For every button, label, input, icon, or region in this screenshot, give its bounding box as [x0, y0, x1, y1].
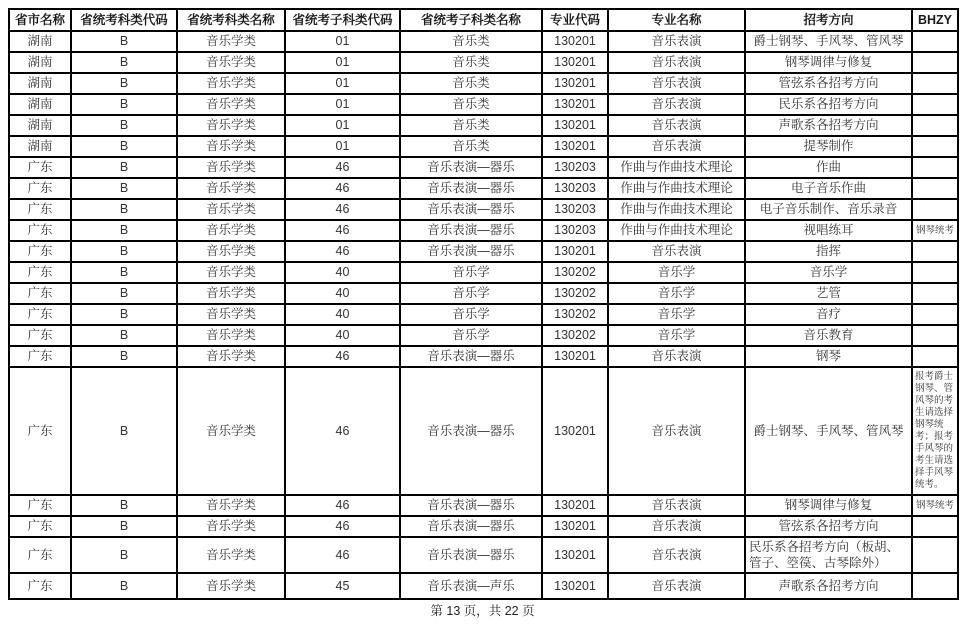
table-cell: 广东	[9, 241, 71, 262]
table-cell: 音乐学类	[177, 31, 285, 52]
table-cell: 作曲与作曲技术理论	[608, 178, 745, 199]
table-cell: 钢琴统考	[912, 220, 958, 241]
table-cell: 音乐表演	[608, 115, 745, 136]
table-cell: 130201	[542, 346, 608, 367]
table-cell	[912, 573, 958, 599]
table-cell: 40	[285, 325, 400, 346]
table-cell: 湖南	[9, 94, 71, 115]
table-cell: B	[71, 367, 177, 495]
table-row	[9, 537, 958, 573]
table-row	[9, 516, 958, 537]
table-cell: 音乐学	[400, 325, 542, 346]
table-cell: 130202	[542, 262, 608, 283]
table-cell: 音乐学类	[177, 94, 285, 115]
table-cell: 01	[285, 136, 400, 157]
table-cell	[912, 136, 958, 157]
table-cell: 管弦系各招考方向	[745, 73, 912, 94]
table-cell: 音乐类	[400, 115, 542, 136]
table-cell: 01	[285, 115, 400, 136]
table-cell: 音乐学类	[177, 73, 285, 94]
table-cell: 作曲	[745, 157, 912, 178]
table-cell	[912, 325, 958, 346]
table-cell	[912, 52, 958, 73]
table-cell: 130201	[542, 516, 608, 537]
table-cell: 130203	[542, 199, 608, 220]
table-cell: 音乐类	[400, 31, 542, 52]
table-cell: 音乐学类	[177, 241, 285, 262]
table-cell: 46	[285, 220, 400, 241]
table-cell: 音乐表演	[608, 367, 745, 495]
table-cell: 130201	[542, 31, 608, 52]
table-cell: B	[71, 94, 177, 115]
table-cell: B	[71, 52, 177, 73]
table-cell: 音乐学类	[177, 516, 285, 537]
table-cell: 电子音乐制作、音乐录音	[745, 199, 912, 220]
table-cell: 音乐教育	[745, 325, 912, 346]
table-cell: B	[71, 31, 177, 52]
table-cell	[912, 157, 958, 178]
table-cell: B	[71, 178, 177, 199]
table-cell: 音乐学	[400, 262, 542, 283]
table-cell: 广东	[9, 516, 71, 537]
table-cell: B	[71, 73, 177, 94]
table-cell: 音乐学类	[177, 367, 285, 495]
table-cell: B	[71, 199, 177, 220]
table-cell: 广东	[9, 537, 71, 573]
table-row	[9, 325, 958, 346]
table-cell: 130202	[542, 304, 608, 325]
table-cell: 音乐表演	[608, 94, 745, 115]
table-cell: 音乐学类	[177, 283, 285, 304]
table-row	[9, 73, 958, 94]
table-cell: B	[71, 304, 177, 325]
table-cell	[912, 73, 958, 94]
table-cell: 民乐系各招考方向	[745, 94, 912, 115]
table-cell: B	[71, 346, 177, 367]
table-cell	[912, 31, 958, 52]
table-cell: 广东	[9, 157, 71, 178]
table-cell: B	[71, 537, 177, 573]
table-cell: 130201	[542, 495, 608, 516]
table-row	[9, 199, 958, 220]
table-cell: 音乐类	[400, 52, 542, 73]
table-row	[9, 94, 958, 115]
table-cell: 音乐表演	[608, 31, 745, 52]
table-row	[9, 115, 958, 136]
table-cell: 作曲与作曲技术理论	[608, 220, 745, 241]
table-cell: 音乐学	[608, 283, 745, 304]
table-cell: 作曲与作曲技术理论	[608, 157, 745, 178]
table-cell: 湖南	[9, 73, 71, 94]
table-cell: 45	[285, 573, 400, 599]
table-cell: 音乐学	[745, 262, 912, 283]
table-cell: 音疗	[745, 304, 912, 325]
table-cell: 音乐学类	[177, 495, 285, 516]
table-cell: 电子音乐作曲	[745, 178, 912, 199]
table-cell: 01	[285, 52, 400, 73]
page-number-footer: 第 13 页，共 22 页	[430, 604, 535, 618]
table-cell: 音乐学类	[177, 199, 285, 220]
table-cell: 湖南	[9, 52, 71, 73]
table-cell	[912, 94, 958, 115]
table-cell: 广东	[9, 283, 71, 304]
table-cell: B	[71, 325, 177, 346]
table-cell: 音乐学类	[177, 325, 285, 346]
table-cell: 爵士钢琴、手风琴、管风琴	[745, 31, 912, 52]
table-cell: 音乐学类	[177, 157, 285, 178]
table-cell: B	[71, 283, 177, 304]
table-cell: 钢琴统考	[912, 495, 958, 516]
table-cell: 130201	[542, 367, 608, 495]
table-cell: B	[71, 115, 177, 136]
table-row	[9, 304, 958, 325]
table-cell: 音乐学	[608, 304, 745, 325]
table-cell: 46	[285, 199, 400, 220]
table-cell: 爵士钢琴、手风琴、管风琴	[745, 367, 912, 495]
header-cell: BHZY	[912, 9, 958, 31]
table-cell: 音乐表演—器乐	[400, 495, 542, 516]
table-cell: 46	[285, 367, 400, 495]
table-cell: 音乐表演	[608, 52, 745, 73]
table-cell: B	[71, 157, 177, 178]
table-cell	[912, 178, 958, 199]
header-cell: 专业代码	[542, 9, 608, 31]
table-cell: 46	[285, 346, 400, 367]
table-cell: 音乐学类	[177, 115, 285, 136]
table-cell: 130202	[542, 283, 608, 304]
table-cell: 130201	[542, 94, 608, 115]
table-row	[9, 220, 958, 241]
table-cell: 音乐学类	[177, 304, 285, 325]
table-cell	[912, 241, 958, 262]
table-cell	[912, 262, 958, 283]
table-cell: 广东	[9, 262, 71, 283]
table-row	[9, 52, 958, 73]
table-cell: 音乐表演—器乐	[400, 516, 542, 537]
table-cell: 40	[285, 304, 400, 325]
table-cell: 01	[285, 94, 400, 115]
table-cell: 广东	[9, 367, 71, 495]
table-cell: 40	[285, 283, 400, 304]
table-cell	[912, 304, 958, 325]
table-cell: 音乐类	[400, 73, 542, 94]
header-cell: 省统考科类代码	[71, 9, 177, 31]
table-cell: 130201	[542, 136, 608, 157]
table-cell: 管弦系各招考方向	[745, 516, 912, 537]
table-body	[9, 31, 958, 599]
header-row	[9, 9, 958, 31]
table-cell: 广东	[9, 220, 71, 241]
table-cell: 作曲与作曲技术理论	[608, 199, 745, 220]
table-cell: 130201	[542, 241, 608, 262]
table-cell: 46	[285, 516, 400, 537]
table-cell: 音乐类	[400, 136, 542, 157]
table-row	[9, 346, 958, 367]
table-cell: 广东	[9, 346, 71, 367]
table-cell: 音乐表演	[608, 573, 745, 599]
table-cell: 钢琴调律与修复	[745, 52, 912, 73]
table-cell: 130201	[542, 52, 608, 73]
table-cell: B	[71, 136, 177, 157]
table-cell: 音乐类	[400, 94, 542, 115]
table-row	[9, 241, 958, 262]
table-cell: 130203	[542, 157, 608, 178]
table-cell: 艺管	[745, 283, 912, 304]
table-cell: 广东	[9, 495, 71, 516]
table-cell: 46	[285, 537, 400, 573]
table-cell	[912, 516, 958, 537]
table-cell: 音乐表演—器乐	[400, 367, 542, 495]
table-cell: 声歌系各招考方向	[745, 115, 912, 136]
table-cell: B	[71, 241, 177, 262]
table-cell: 音乐表演—声乐	[400, 573, 542, 599]
table-cell: 130201	[542, 115, 608, 136]
table-cell	[912, 346, 958, 367]
table-cell: 音乐学类	[177, 52, 285, 73]
table-cell: 音乐学	[608, 325, 745, 346]
exam-category-table	[8, 8, 959, 600]
table-cell: 广东	[9, 304, 71, 325]
table-cell: 广东	[9, 178, 71, 199]
header-cell: 省统考子科类代码	[285, 9, 400, 31]
table-cell: 音乐表演	[608, 346, 745, 367]
table-cell: 音乐表演	[608, 73, 745, 94]
table-row	[9, 31, 958, 52]
table-cell: 音乐表演—器乐	[400, 157, 542, 178]
table-cell: 130203	[542, 220, 608, 241]
table-cell: B	[71, 220, 177, 241]
table-cell: 130202	[542, 325, 608, 346]
table-row	[9, 178, 958, 199]
table-cell	[912, 283, 958, 304]
table-cell: 130201	[542, 573, 608, 599]
table-cell: 音乐学	[608, 262, 745, 283]
table-cell: 钢琴调律与修复	[745, 495, 912, 516]
table-cell: 音乐表演	[608, 495, 745, 516]
table-cell: 钢琴	[745, 346, 912, 367]
header-cell: 招考方向	[745, 9, 912, 31]
table-cell: 指挥	[745, 241, 912, 262]
table-cell: B	[71, 516, 177, 537]
header-cell: 省统考子科类名称	[400, 9, 542, 31]
table-cell: 音乐学类	[177, 573, 285, 599]
table-cell: 音乐表演	[608, 136, 745, 157]
table-cell: 音乐学类	[177, 346, 285, 367]
table-cell: 湖南	[9, 31, 71, 52]
table-cell: B	[71, 262, 177, 283]
table-cell: 报考爵士钢琴、管风琴的考生请选择钢琴统考；报考手风琴的考生请选择手风琴统考。	[912, 367, 958, 495]
table-cell: B	[71, 495, 177, 516]
table-row	[9, 262, 958, 283]
table-cell: 广东	[9, 573, 71, 599]
table-row	[9, 136, 958, 157]
table-cell: 130201	[542, 73, 608, 94]
table-cell: 46	[285, 495, 400, 516]
table-cell: 音乐学类	[177, 262, 285, 283]
table-row	[9, 495, 958, 516]
table-cell: 提琴制作	[745, 136, 912, 157]
table-cell: 民乐系各招考方向（板胡、管子、箜篌、古琴除外）	[745, 537, 912, 573]
table-cell: 音乐表演	[608, 537, 745, 573]
table-cell: 声歌系各招考方向	[745, 573, 912, 599]
table-cell: 音乐学类	[177, 178, 285, 199]
table-cell: 音乐表演	[608, 241, 745, 262]
table-cell: 音乐表演—器乐	[400, 220, 542, 241]
table-cell: 广东	[9, 199, 71, 220]
table-cell: 40	[285, 262, 400, 283]
table-cell: 广东	[9, 325, 71, 346]
table-cell: 音乐表演—器乐	[400, 199, 542, 220]
header-cell: 省统考科类名称	[177, 9, 285, 31]
table-cell: 音乐表演—器乐	[400, 537, 542, 573]
table-row	[9, 367, 958, 495]
table-cell: 46	[285, 157, 400, 178]
table-cell: 音乐表演—器乐	[400, 346, 542, 367]
table-cell	[912, 199, 958, 220]
table-cell: 音乐学类	[177, 537, 285, 573]
table-cell	[912, 115, 958, 136]
table-cell: 音乐学类	[177, 220, 285, 241]
table-cell: 湖南	[9, 115, 71, 136]
table-cell: 音乐学类	[177, 136, 285, 157]
table-cell: B	[71, 573, 177, 599]
table-cell: 音乐学	[400, 283, 542, 304]
header-cell: 省市名称	[9, 9, 71, 31]
header-cell: 专业名称	[608, 9, 745, 31]
table-cell: 音乐学	[400, 304, 542, 325]
table-cell: 130201	[542, 537, 608, 573]
table-cell	[912, 537, 958, 573]
table-cell: 音乐表演—器乐	[400, 178, 542, 199]
table-cell: 46	[285, 241, 400, 262]
table-cell: 湖南	[9, 136, 71, 157]
table-cell: 130203	[542, 178, 608, 199]
table-cell: 01	[285, 73, 400, 94]
table-row	[9, 283, 958, 304]
table-cell: 音乐表演—器乐	[400, 241, 542, 262]
table-row	[9, 573, 958, 599]
table-cell: 01	[285, 31, 400, 52]
table-cell: 视唱练耳	[745, 220, 912, 241]
table-cell: 46	[285, 178, 400, 199]
table-cell: 音乐表演	[608, 516, 745, 537]
table-row	[9, 157, 958, 178]
